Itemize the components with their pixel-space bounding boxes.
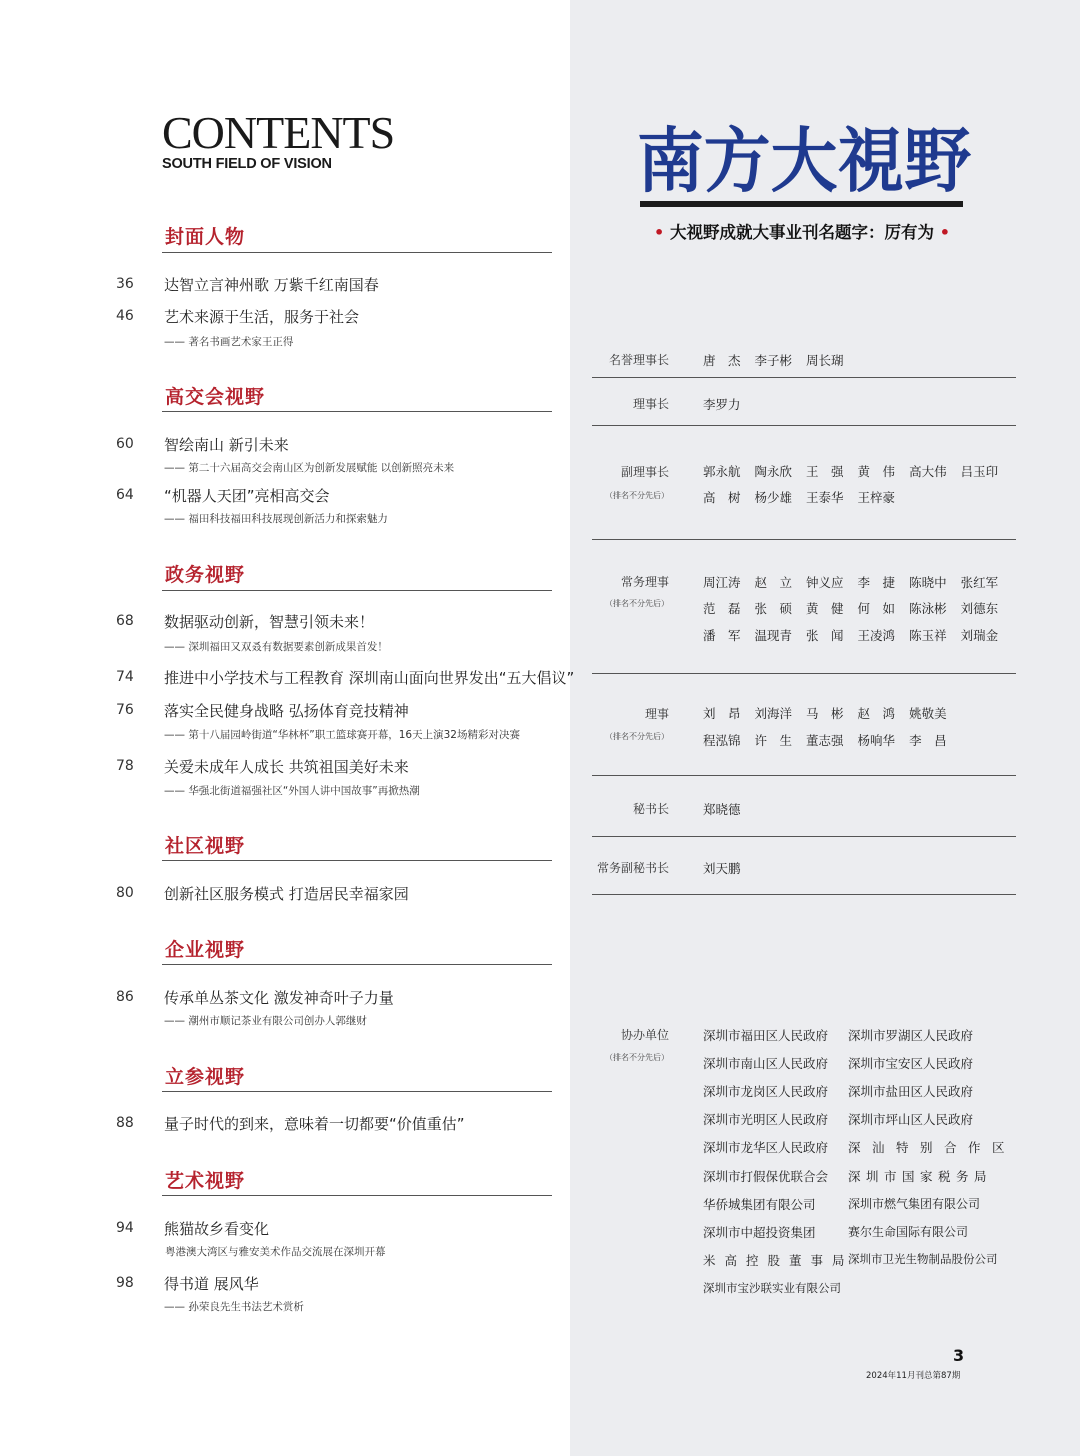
board-names-row	[703, 731, 961, 749]
board-member: 陈晓中	[909, 575, 947, 590]
board-rule	[592, 539, 1016, 540]
article-subtitle: —— 华强北街道福强社区“外国人讲中国故事”再掀热潮	[164, 785, 420, 797]
board-role: 理事	[644, 707, 669, 721]
board-member: 马 彬	[806, 706, 844, 721]
page-number: 78	[116, 758, 134, 774]
organizer: 深圳市福田区人民政府	[703, 1028, 829, 1043]
organizer: 赛尔生命国际有限公司	[848, 1225, 969, 1239]
section-rule	[162, 1195, 552, 1196]
page-number: 64	[116, 487, 134, 503]
board-names-row	[703, 395, 755, 413]
section-title: 企业视野	[165, 939, 246, 961]
article-subtitle: —— 潮州市顺记茶业有限公司创办人郭继财	[164, 1015, 367, 1027]
board-member: 赵 立	[754, 575, 793, 590]
board-names-row	[703, 800, 755, 818]
board-member: 郑晓德	[703, 802, 741, 817]
organizer: 深圳市罗湖区人民政府	[848, 1028, 974, 1043]
board-rule	[592, 377, 1016, 378]
board-member: 高 树	[703, 490, 741, 505]
board-member: 刘天鹏	[703, 861, 741, 876]
masthead-tagline	[632, 219, 972, 243]
organizer: 深圳市龙华区人民政府	[703, 1140, 829, 1155]
article-subtitle: —— 第十八届园岭街道“华林杯”职工篮球赛开幕，16天上演32场精彩对决赛	[164, 729, 520, 741]
article-subtitle: —— 著名书画艺术家王正得	[164, 336, 294, 348]
board-member: 黄 健	[806, 601, 844, 616]
board-member: 钟义应	[806, 575, 844, 590]
board-member: 姚敬美	[909, 706, 947, 721]
board-member: 程泓锦	[703, 733, 741, 748]
board-member: 范 磊	[703, 601, 741, 616]
organizer: 米高控股董事局	[703, 1253, 854, 1268]
page-number: 88	[116, 1115, 134, 1131]
section-title: 政务视野	[165, 564, 246, 586]
board-member: 张 硕	[754, 601, 793, 616]
board-role: 名誉理事长	[608, 353, 669, 367]
organizer: 深圳市盐田区人民政府	[848, 1084, 974, 1099]
section-rule	[162, 590, 552, 591]
board-rule	[592, 775, 1016, 776]
board-member: 陶永欣	[754, 464, 793, 479]
board-member: 刘海洋	[754, 706, 793, 721]
board-role: 理事长	[632, 397, 669, 411]
organizer: 深圳市龙岗区人民政府	[703, 1084, 829, 1099]
board-rule	[592, 836, 1016, 837]
article-title[interactable]: 熊猫故乡看变化	[164, 1220, 270, 1238]
board-member: 李 捷	[857, 575, 896, 590]
organizer: 深圳市宝安区人民政府	[848, 1056, 974, 1071]
board-member: 何 如	[857, 601, 896, 616]
board-note: （排名不分先后）	[605, 732, 669, 741]
board-member: 董志强	[806, 733, 844, 748]
board-member: 王凌鸿	[857, 628, 896, 643]
board-member: 李子彬	[754, 353, 793, 368]
section-rule	[162, 1091, 552, 1092]
board-member: 吕玉印	[960, 464, 999, 479]
issue-label: 2024年11月刊总第87期	[866, 1371, 961, 1381]
board-member: 王梓豪	[857, 490, 896, 505]
board-member: 陈玉祥	[909, 628, 947, 643]
article-title[interactable]: 数据驱动创新，智慧引领未来！	[164, 613, 375, 631]
organizer: 深汕特别合作区	[848, 1140, 1017, 1155]
page-number: 36	[116, 276, 134, 292]
board-member: 刘瑞金	[960, 628, 999, 643]
logo-text: 南方大視野	[637, 119, 972, 200]
board-member: 刘德东	[960, 601, 999, 616]
article-title[interactable]: “机器人天团”亮相高交会	[164, 487, 330, 505]
board-member: 李 昌	[909, 733, 947, 748]
page-number: 80	[116, 885, 134, 901]
organizer: 华侨城集团有限公司	[703, 1197, 816, 1212]
article-title[interactable]: 推进中小学技术与工程教育 深圳南山面向世界发出“五大倡议”	[164, 669, 575, 687]
board-names-row	[703, 488, 909, 506]
organizer: 深圳市卫光生物制品股份公司	[848, 1252, 998, 1266]
page-number: 60	[116, 436, 134, 452]
contents-subtitle: SOUTH FIELD OF VISION	[162, 156, 332, 172]
board-names-row	[703, 351, 858, 369]
board-names-row	[703, 626, 1012, 644]
article-subtitle: —— 深圳福田又双叒有数据要素创新成果首发！	[164, 641, 388, 653]
board-role: 秘书长	[632, 802, 669, 816]
article-title[interactable]: 艺术来源于生活，服务于社会	[164, 308, 360, 326]
organizer: 深圳市光明区人民政府	[703, 1112, 829, 1127]
board-note: （排名不分先后）	[605, 491, 669, 500]
board-member: 王 强	[806, 464, 844, 479]
section-title: 高交会视野	[165, 386, 266, 408]
article-title[interactable]: 关爱未成年人成长 共筑祖国美好未来	[164, 758, 409, 776]
board-member: 张红军	[960, 575, 999, 590]
page-number-footer: 3	[953, 1346, 965, 1365]
organizer: 深圳市南山区人民政府	[703, 1056, 829, 1071]
article-title[interactable]: 落实全民健身战略 弘扬体育竞技精神	[164, 702, 409, 720]
article-subtitle: —— 福田科技福田科技展现创新活力和探索魅力	[164, 513, 388, 525]
board-member: 刘 昂	[703, 706, 741, 721]
article-subtitle: —— 第二十六届高交会南山区为创新发展赋能 以创新照亮未来	[164, 462, 455, 474]
board-names-row	[703, 859, 755, 877]
board-role: 常务理事	[620, 575, 669, 589]
board-names-row	[703, 599, 1012, 617]
article-title[interactable]: 智绘南山 新引未来	[164, 436, 289, 454]
bullet-icon: •	[939, 223, 950, 242]
article-subtitle: 粤港澳大湾区与雅安美术作品交流展在深圳开幕	[165, 1246, 386, 1258]
page-number: 46	[116, 308, 134, 324]
section-rule	[162, 964, 552, 965]
board-rule	[592, 425, 1016, 426]
board-names-row	[703, 462, 1012, 480]
board-member: 周江涛	[703, 575, 741, 590]
logo-underline	[640, 201, 963, 207]
section-title: 封面人物	[165, 226, 246, 248]
section-title: 社区视野	[165, 835, 246, 857]
organizers-role: 协办单位	[620, 1028, 669, 1042]
page-number: 74	[116, 669, 134, 685]
board-member: 潘 军	[703, 628, 741, 643]
page-number: 86	[116, 989, 134, 1005]
board-member: 王泰华	[806, 490, 844, 505]
organizers-note: （排名不分先后）	[605, 1053, 669, 1062]
article-title[interactable]: 量子时代的到来，意味着一切都要“价值重估”	[164, 1115, 465, 1133]
page-number: 98	[116, 1275, 134, 1291]
board-member: 许 生	[754, 733, 793, 748]
board-member: 高大伟	[909, 464, 947, 479]
board-member: 郭永航	[703, 464, 741, 479]
organizer: 深圳市燃气集团有限公司	[848, 1197, 981, 1211]
tagline-text: 大视野成就大事业刊名题字：厉有为	[670, 223, 934, 242]
board-names-row	[703, 573, 1012, 591]
board-names-row	[703, 704, 961, 722]
board-member: 周长瑚	[806, 353, 844, 368]
section-rule	[162, 860, 552, 861]
board-member: 赵 鸿	[857, 706, 896, 721]
board-member: 杨响华	[857, 733, 896, 748]
article-title[interactable]: 得书道 展风华	[164, 1275, 259, 1293]
article-subtitle: —— 孙荣良先生书法艺术赏析	[164, 1301, 304, 1313]
board-member: 杨少雄	[754, 490, 793, 505]
board-member: 陈泳彬	[909, 601, 947, 616]
board-member: 黄 伟	[857, 464, 896, 479]
board-member: 张 闻	[806, 628, 844, 643]
magazine-logo	[637, 105, 973, 200]
board-member: 唐 杰	[703, 353, 741, 368]
organizer: 深圳市打假保优联合会	[703, 1169, 829, 1184]
section-rule	[162, 252, 552, 253]
bullet-icon: •	[654, 223, 665, 242]
page-number: 68	[116, 613, 134, 629]
board-member: 李罗力	[703, 397, 741, 412]
section-title: 立参视野	[165, 1066, 246, 1088]
organizer: 深圳市坪山区人民政府	[848, 1112, 974, 1127]
board-rule	[592, 673, 1016, 674]
organizer: 深圳市中超投资集团	[703, 1225, 816, 1240]
board-rule	[592, 894, 1016, 895]
board-role: 副理事长	[620, 465, 669, 479]
board-note: （排名不分先后）	[605, 599, 669, 608]
board-member: 温现青	[754, 628, 793, 643]
section-title: 艺术视野	[165, 1170, 246, 1192]
article-title[interactable]: 创新社区服务模式 打造居民幸福家园	[164, 885, 409, 903]
section-rule	[162, 411, 552, 412]
article-title[interactable]: 达智立言神州歌 万紫千红南国春	[164, 276, 379, 294]
page-number: 94	[116, 1220, 134, 1236]
board-role: 常务副秘书长	[596, 861, 669, 875]
organizer: 深圳市国家税务局	[848, 1169, 993, 1184]
organizer: 深圳市宝沙联实业有限公司	[703, 1281, 841, 1295]
article-title[interactable]: 传承单丛茶文化 激发神奇叶子力量	[164, 989, 394, 1007]
page-number: 76	[116, 702, 134, 718]
contents-title: CONTENTS	[162, 107, 395, 158]
